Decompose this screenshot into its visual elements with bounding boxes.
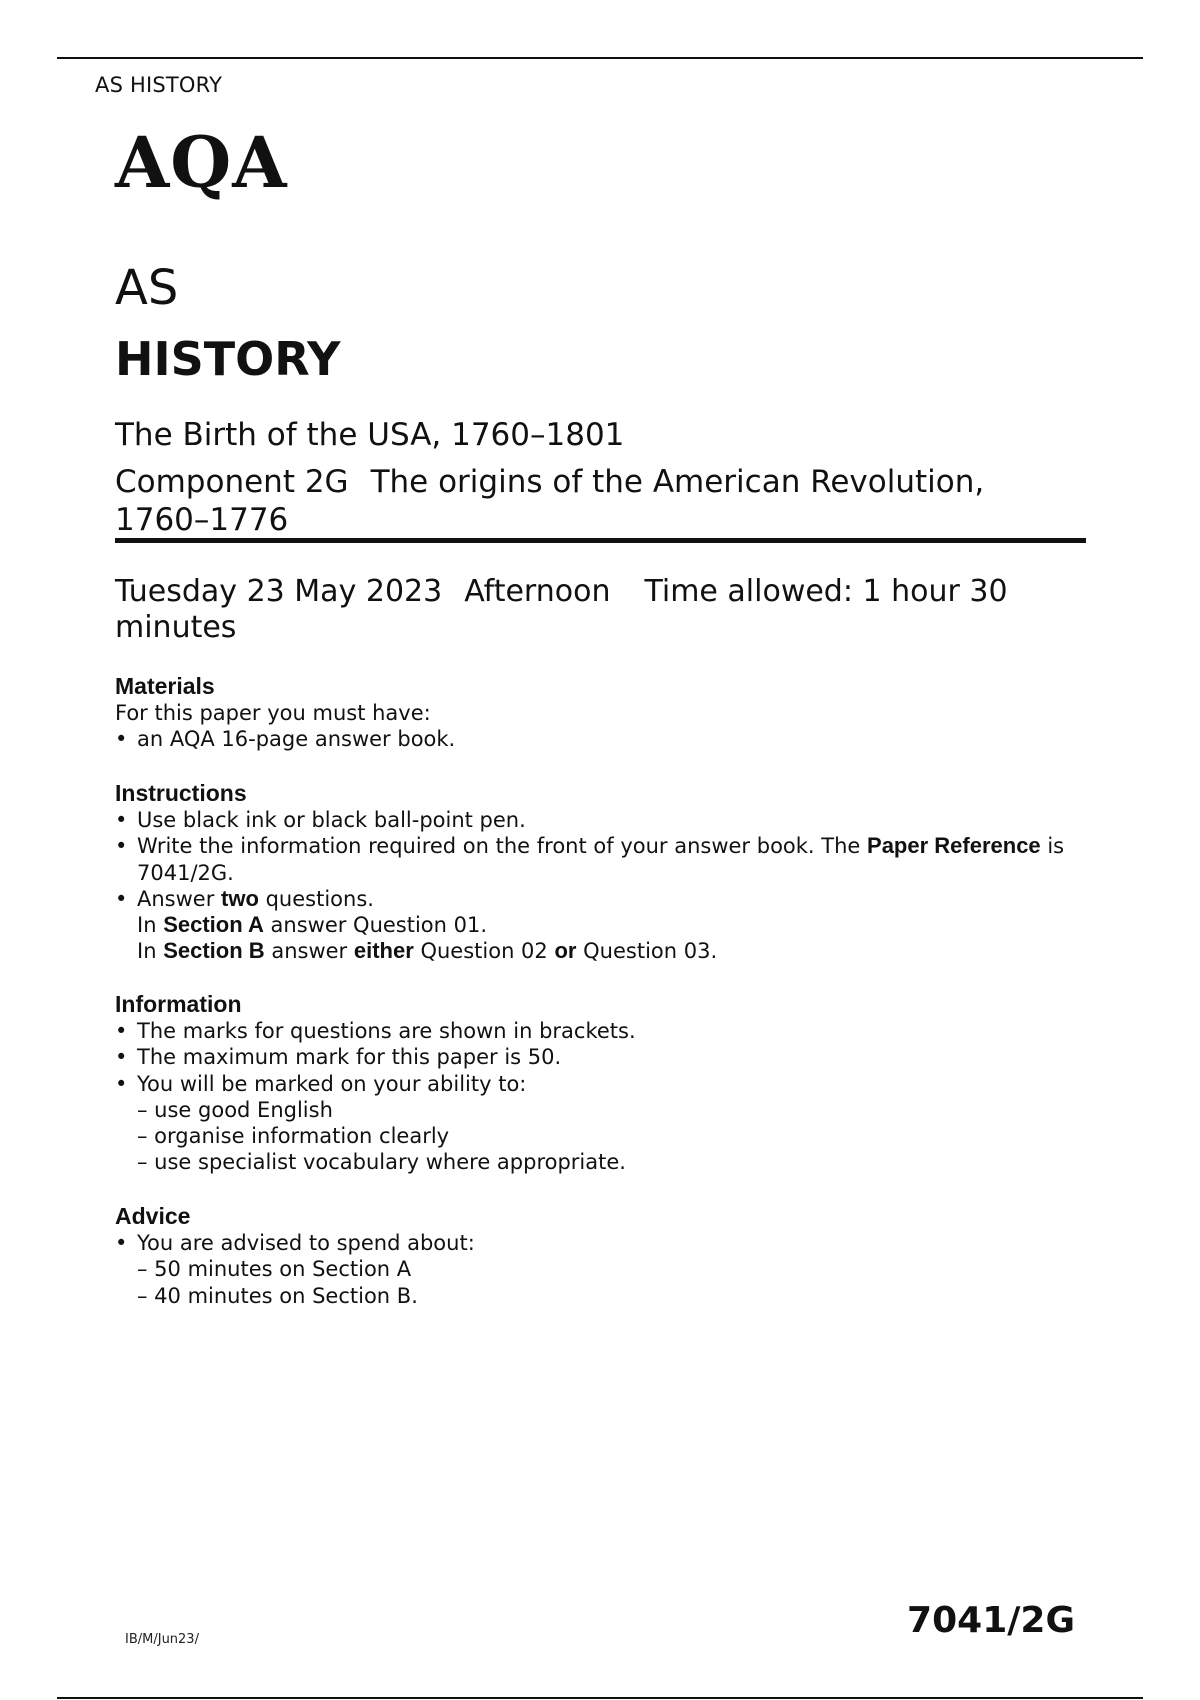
component-line — [115, 463, 1075, 539]
list-item: • Use black ink or black ball-point pen. — [115, 808, 526, 832]
advice-heading: Advice — [115, 1203, 191, 1229]
materials-section — [115, 673, 1075, 753]
exam-date: Tuesday 23 May 2023 — [115, 574, 443, 609]
running-header: AS HISTORY — [95, 73, 223, 97]
instructions-section — [115, 780, 1075, 965]
footer-reference: IB/M/Jun23/ — [125, 1632, 199, 1647]
information-heading: Information — [115, 991, 242, 1017]
materials-intro: For this paper you must have: — [115, 701, 431, 725]
bottom-rule — [57, 1697, 1143, 1699]
bullet-icon: • — [115, 1045, 128, 1070]
bullet-icon: • — [115, 834, 128, 859]
materials-list — [115, 726, 1075, 752]
bullet-icon: • — [115, 886, 128, 911]
list-item: • You will be marked on your ability to: — [115, 1071, 527, 1096]
exam-date-line — [115, 574, 1075, 646]
instructions-list — [115, 807, 1075, 912]
section-b-instruction: In Section B answer either Question 02 or Question 03. — [137, 938, 718, 964]
sub-list-item: – use specialist vocabulary where appropriate. — [137, 1150, 626, 1175]
bullet-icon: • — [115, 808, 128, 832]
list-item: • You are advised to spend about: — [115, 1231, 475, 1255]
materials-heading: Materials — [115, 673, 215, 699]
sub-list-item: – organise information clearly — [137, 1124, 450, 1149]
time-allowed: Time allowed: 1 hour 30 minutes — [115, 574, 1008, 645]
aqa-logo: AQA — [115, 121, 288, 204]
section-a-instruction: In Section A answer Question 01. — [137, 912, 488, 938]
title-divider — [115, 538, 1086, 543]
top-rule — [57, 57, 1143, 59]
sub-list-item: – 40 minutes on Section B. — [137, 1283, 418, 1308]
footer-paper-code: 7041/2G — [907, 1600, 1075, 1641]
information-list — [115, 1018, 1075, 1097]
exam-session: Afternoon — [464, 574, 611, 609]
sub-list-item: – 50 minutes on Section A — [137, 1257, 412, 1282]
bullet-icon: • — [115, 727, 128, 752]
bullet-icon: • — [115, 1019, 128, 1043]
bullet-icon: • — [115, 1071, 128, 1096]
instructions-heading: Instructions — [115, 780, 247, 806]
subject-title: HISTORY — [115, 332, 341, 386]
advice-list — [115, 1230, 1075, 1256]
information-section — [115, 991, 1075, 1176]
list-item: • Answer two questions. — [115, 885, 374, 911]
list-item: • an AQA 16-page answer book. — [115, 727, 456, 752]
sub-list-item: – use good English — [137, 1097, 333, 1122]
component-code: Component 2G — [115, 464, 349, 500]
list-item: • The marks for questions are shown in brackets. — [115, 1019, 636, 1043]
advice-section — [115, 1203, 1075, 1309]
component-title: The origins of the American Revolution, 1760–1776 — [115, 464, 985, 538]
list-item: • Write the information required on the front of your answer book. The Paper Reference is 7041/2G. — [115, 833, 1065, 885]
bullet-icon: • — [115, 1231, 128, 1255]
paper-title: The Birth of the USA, 1760–1801 — [115, 417, 625, 453]
qualification-level: AS — [115, 260, 179, 316]
list-item: • The maximum mark for this paper is 50. — [115, 1045, 562, 1070]
